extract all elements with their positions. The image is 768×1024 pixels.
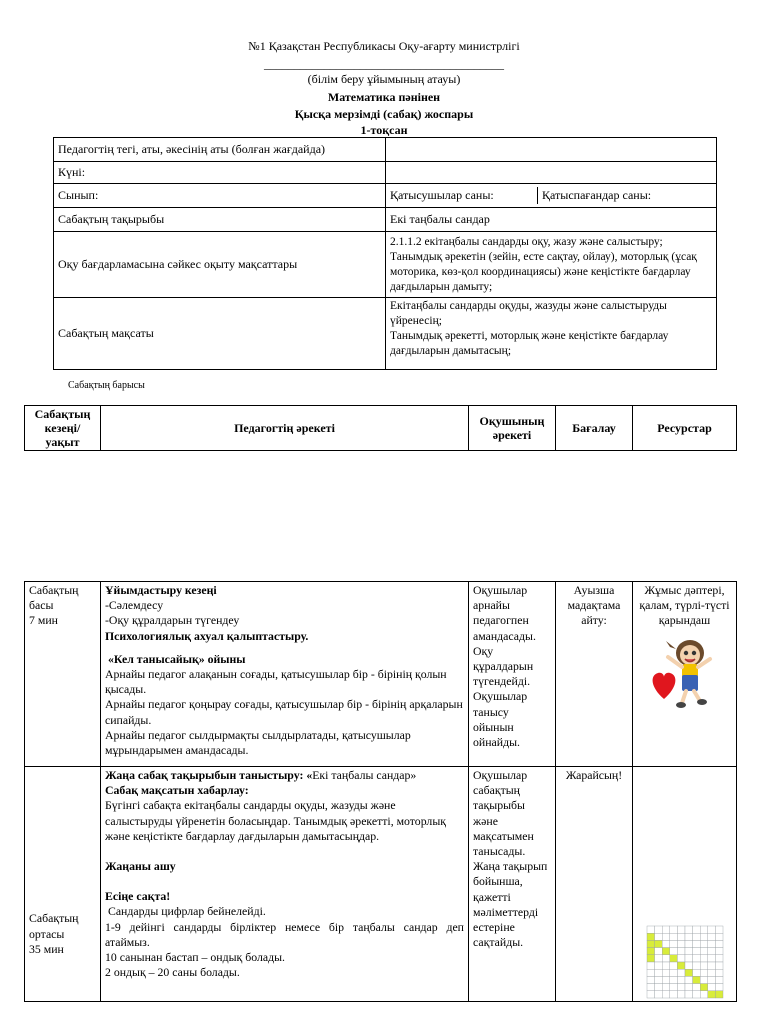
goal-text: Бүгінгі сабақта екітаңбалы сандарды оқуды, жазуды және салыстыруды үйренетін боласыңдар. Танымдық әрекетті, моторлық және кеңістікте бағдарлау дағдыларын дамытасыңдар. bbox=[105, 798, 446, 843]
teacher-action-cell bbox=[101, 767, 469, 1002]
grid-cell bbox=[707, 948, 715, 955]
grid-cell bbox=[669, 976, 677, 983]
grid-cell bbox=[647, 940, 655, 947]
grid-cell bbox=[662, 948, 670, 955]
goal-line-1: Екітаңбалы сандарды оқуды, жазуды және салыстыруды үйренесің; bbox=[390, 300, 667, 327]
attendance-cell bbox=[386, 184, 717, 208]
progress-header-table bbox=[24, 405, 737, 451]
heart-icon bbox=[652, 672, 675, 698]
grid-cell bbox=[677, 969, 685, 976]
grid-cell bbox=[707, 926, 715, 933]
teacher-name-label: Педагогтің тегі, аты, әкесінің аты (болған жағдайда) bbox=[54, 138, 386, 162]
class-label: Сынып: bbox=[54, 184, 386, 208]
grid-cell bbox=[707, 955, 715, 962]
grid-cell bbox=[662, 984, 670, 991]
grid-cell bbox=[669, 991, 677, 998]
new-topic-line bbox=[105, 768, 464, 783]
grid-cell bbox=[677, 976, 685, 983]
grid-cell bbox=[669, 969, 677, 976]
grid-cell bbox=[707, 984, 715, 991]
stage-cell bbox=[25, 582, 101, 767]
girl-figure-icon bbox=[666, 640, 710, 708]
grid-cell bbox=[654, 991, 662, 998]
organization-caption: (білім беру ұйымының атауы) bbox=[307, 72, 461, 86]
progress-caption: Сабақтың барысы bbox=[68, 380, 145, 391]
grid-cell bbox=[692, 926, 700, 933]
grid-cell bbox=[662, 991, 670, 998]
col-resources-header: Ресурстар bbox=[633, 406, 737, 451]
grid-cell bbox=[692, 940, 700, 947]
grid-cell bbox=[692, 991, 700, 998]
hundred-chart-image bbox=[646, 925, 724, 999]
grid-cell bbox=[692, 933, 700, 940]
grid-cell bbox=[669, 926, 677, 933]
teacher-action-cell bbox=[101, 582, 469, 767]
grid-cell bbox=[654, 933, 662, 940]
grid-cell bbox=[715, 976, 723, 983]
grid-cell bbox=[715, 940, 723, 947]
grid-cell bbox=[647, 948, 655, 955]
grid-cell bbox=[647, 962, 655, 969]
grid-cell bbox=[685, 940, 693, 947]
grid-cell bbox=[707, 991, 715, 998]
grid-cell bbox=[685, 948, 693, 955]
ministry-title: №1 Қазақстан Республикасы Оқу-ағарту министрлігі bbox=[248, 39, 520, 53]
grid-cell bbox=[685, 955, 693, 962]
grid-cell bbox=[677, 991, 685, 998]
remember-item-3: 10 санынан бастап – ондық болады. bbox=[105, 950, 285, 965]
grid-cell bbox=[707, 976, 715, 983]
grid-cell bbox=[715, 984, 723, 991]
grid-cell bbox=[700, 926, 708, 933]
grid-cell bbox=[700, 984, 708, 991]
grid-cell bbox=[669, 955, 677, 962]
grid-cell bbox=[715, 991, 723, 998]
present-count-label: Қатысушылар саны: bbox=[386, 187, 538, 204]
grid-cell bbox=[662, 926, 670, 933]
col-student-header: Оқушының әрекеті bbox=[469, 406, 556, 451]
topic-value: Екі таңбалы сандар bbox=[386, 208, 717, 232]
goal-label: Сабақтың мақсаты bbox=[54, 298, 386, 370]
list-item: -Сәлемдесу bbox=[105, 598, 164, 613]
col-assessment-header: Бағалау bbox=[556, 406, 633, 451]
grid-cell bbox=[662, 955, 670, 962]
grid-cell bbox=[647, 991, 655, 998]
stage-cell bbox=[25, 767, 101, 1002]
grid-cell bbox=[677, 984, 685, 991]
grid-cell bbox=[700, 933, 708, 940]
student-action-cell: Оқушылар сабақтың тақырыбы және мақсатымен танысады. Жаңа тақырып бойынша, қажетті мәліметтерді естеріне сақтайды. bbox=[469, 767, 556, 1002]
discover-heading: Жаңаны ашу bbox=[105, 859, 176, 874]
grid-cell bbox=[700, 962, 708, 969]
grid-cell bbox=[700, 955, 708, 962]
grid-cell bbox=[700, 976, 708, 983]
grid-cell bbox=[692, 976, 700, 983]
student-action-cell: Оқушылар арнайы педагогпен амандасады. Оқу құралдарын түгендейді. Оқушылар танысу ойынын ойнайды. bbox=[469, 582, 556, 767]
game-step-2: Арнайы педагог қоңырау соғады, қатысушылар бір - бірінің арқаларын сипайды. bbox=[105, 697, 463, 727]
plan-title: Қысқа мерзімді (сабақ) жоспары bbox=[294, 107, 474, 121]
grid-cell bbox=[662, 940, 670, 947]
grid-cell bbox=[647, 955, 655, 962]
grid-cell bbox=[677, 940, 685, 947]
resources-cell bbox=[633, 582, 737, 767]
grid-cell bbox=[654, 984, 662, 991]
grid-cell bbox=[662, 969, 670, 976]
table-row bbox=[25, 767, 737, 1002]
grid-cell bbox=[669, 933, 677, 940]
grid-cell bbox=[692, 962, 700, 969]
remember-item-1: Сандарды цифрлар бейнелейді. bbox=[105, 904, 266, 919]
grid-cell bbox=[685, 991, 693, 998]
grid-cell bbox=[662, 976, 670, 983]
subject-title: Математика пәнінен bbox=[327, 90, 441, 104]
grid-cell bbox=[700, 940, 708, 947]
grid-cell bbox=[647, 969, 655, 976]
topic-label: Сабақтың тақырыбы bbox=[54, 208, 386, 232]
grid-cell bbox=[647, 933, 655, 940]
game-step-3: Арнайы педагог сылдырмақты сылдырлатады, қатысушылар мұрындарымен амандасады. bbox=[105, 727, 411, 758]
grid-cell bbox=[685, 984, 693, 991]
grid-cell bbox=[707, 933, 715, 940]
grid-cell bbox=[715, 955, 723, 962]
grid-cell bbox=[654, 962, 662, 969]
col-stage-header: Сабақтың кезеңі/ уақыт bbox=[25, 406, 101, 451]
stage-name: Сабақтың басы bbox=[29, 583, 79, 613]
grid-cell bbox=[715, 962, 723, 969]
grid-cell bbox=[654, 948, 662, 955]
grid-cell bbox=[654, 940, 662, 947]
remember-item-4: 2 ондық – 20 саны болады. bbox=[105, 965, 240, 980]
grid-cell bbox=[669, 962, 677, 969]
new-topic-text: Екі таңбалы сандар» bbox=[312, 768, 417, 782]
new-topic-heading: Жаңа сабақ тақырыбын таныстыру: « bbox=[105, 768, 313, 782]
grid-cell bbox=[669, 984, 677, 991]
date-label: Күні: bbox=[54, 162, 386, 184]
grid-cell bbox=[707, 940, 715, 947]
grid-cell bbox=[677, 955, 685, 962]
grid-cell bbox=[685, 926, 693, 933]
game-step-1: Арнайы педагог алақанын соғады, қатысушылар бір - бірінің қолын қысады. bbox=[105, 667, 447, 697]
resources-text: Жұмыс дәптері, қалам, түрлі-түсті қарындаш bbox=[639, 583, 730, 628]
grid-cell bbox=[692, 969, 700, 976]
absent-count-label: Қатыспағандар саны: bbox=[542, 188, 652, 203]
grid-cell bbox=[700, 969, 708, 976]
game-title: «Кел танысайық» ойыны bbox=[108, 651, 246, 666]
grid-cell bbox=[669, 948, 677, 955]
grid-cell bbox=[654, 969, 662, 976]
grid-cell bbox=[677, 948, 685, 955]
remember-heading: Есіңе сақта! bbox=[105, 889, 171, 904]
date-value bbox=[386, 162, 717, 184]
grid-cell bbox=[707, 969, 715, 976]
grid-cell bbox=[654, 976, 662, 983]
assessment-cell: Жарайсың! bbox=[556, 767, 633, 1002]
cartoon-girl-heart-image bbox=[648, 631, 722, 709]
lesson-info-table bbox=[53, 137, 717, 370]
col-teacher-header: Педагогтің әрекеті bbox=[101, 406, 469, 451]
resources-cell bbox=[633, 767, 737, 1002]
grid-cell bbox=[685, 962, 693, 969]
stage-heading: Ұйымдастыру кезеңі bbox=[105, 583, 217, 597]
grid-cell bbox=[715, 933, 723, 940]
grid-cell bbox=[692, 984, 700, 991]
grid-cell bbox=[647, 984, 655, 991]
organization-line: ________________________________________ bbox=[264, 57, 504, 71]
grid-cell bbox=[662, 933, 670, 940]
grid-cell bbox=[677, 933, 685, 940]
lesson-progress-table bbox=[24, 581, 737, 1002]
grid-cell bbox=[677, 962, 685, 969]
goal-heading: Сабақ мақсатын хабарлау: bbox=[105, 783, 249, 798]
grid-cell bbox=[654, 955, 662, 962]
grid-cell bbox=[715, 926, 723, 933]
stage-time: 7 мин bbox=[29, 613, 58, 628]
grid-cell bbox=[647, 926, 655, 933]
quarter-title: 1-тоқсан bbox=[360, 123, 408, 137]
grid-cell bbox=[700, 948, 708, 955]
grid-cell bbox=[647, 976, 655, 983]
stage-time: 35 мин bbox=[29, 941, 64, 956]
grid-cell bbox=[692, 955, 700, 962]
teacher-name-value bbox=[386, 138, 717, 162]
list-item: -Оқу құралдарын түгендеу bbox=[105, 613, 240, 628]
objectives-value: 2.1.1.2 екітаңбалы сандарды оқу, жазу және салыстыру; Танымдық әрекетін (зейін, есте сақтау, ойлау), моторлық (ұсақ моторика, көз-қол координациясы) және кеңістікте бағдарлау дағдыларын дамыту; bbox=[386, 232, 717, 298]
goal-value bbox=[386, 298, 717, 370]
grid-cell bbox=[685, 969, 693, 976]
grid-cell bbox=[654, 926, 662, 933]
grid-cell bbox=[685, 933, 693, 940]
table-row bbox=[25, 582, 737, 767]
grid-cell bbox=[669, 940, 677, 947]
grid-cell bbox=[715, 969, 723, 976]
grid-cell bbox=[700, 991, 708, 998]
objectives-label: Оқу бағдарламасына сәйкес оқыту мақсаттары bbox=[54, 232, 386, 298]
goal-line-2: Танымдық әрекетті, моторлық және кеңістікте бағдарлау дағдыларын дамытасың; bbox=[390, 330, 669, 357]
grid-cell bbox=[707, 962, 715, 969]
grid-cell bbox=[685, 976, 693, 983]
grid-cell bbox=[677, 926, 685, 933]
stage-name: Сабақтың ортасы bbox=[29, 911, 79, 941]
remember-item-2: 1-9 дейінгі сандарды бірліктер немесе бір таңбалы сандар деп атаймыз. bbox=[105, 919, 464, 949]
grid-cell bbox=[715, 948, 723, 955]
grid-cell bbox=[692, 948, 700, 955]
grid-cell bbox=[662, 962, 670, 969]
assessment-cell: Ауызша мадақтама айту: bbox=[556, 582, 633, 767]
psych-heading: Психологиялық ахуал қалыптастыру. bbox=[105, 628, 309, 643]
